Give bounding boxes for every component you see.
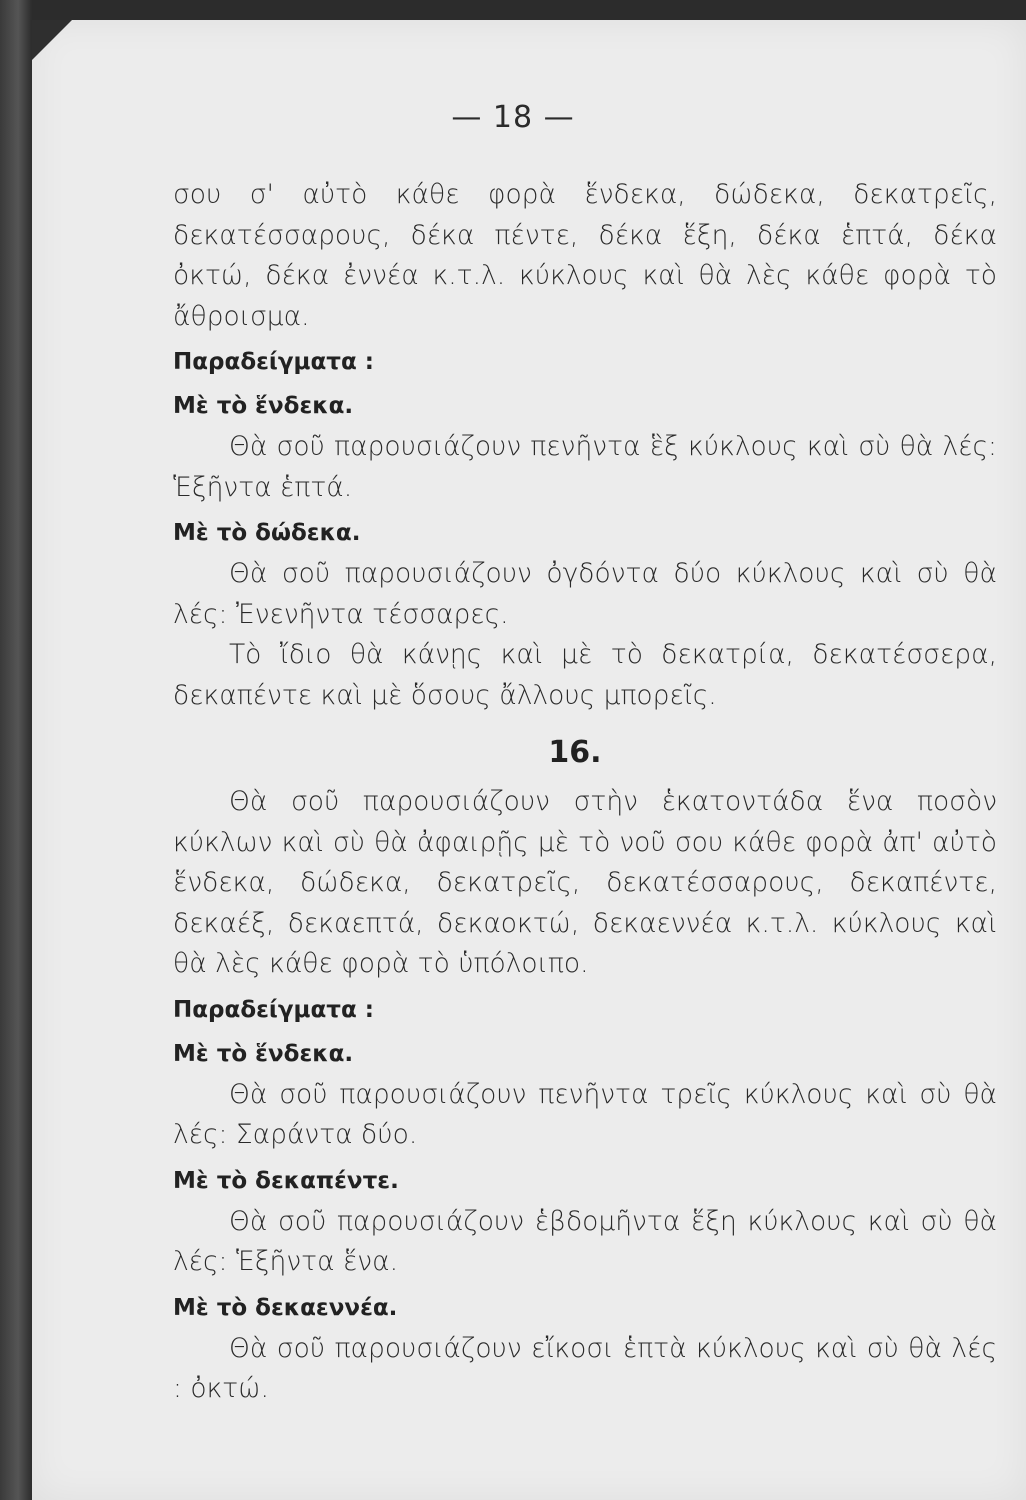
examples-label: Παραδείγματα :: [173, 349, 374, 375]
example-text: Θὰ σοῦ παρουσιάζουν εἴκοσι ἑπτὰ κύκλους καὶ σὺ θὰ λές : ὀκτώ.: [173, 1332, 997, 1404]
page-corner: [32, 20, 72, 60]
example-text: Θὰ σοῦ παρουσιάζουν πενῆντα ἓξ κύκλους καὶ σὺ θὰ λές: Ἑξῆντα ἑπτά.: [173, 431, 997, 503]
example-label: Μὲ τὸ δεκαπέντε.: [173, 1167, 399, 1194]
example-label: Μὲ τὸ δώδεκα.: [173, 520, 361, 546]
example-text: Θὰ σοῦ παρουσιάζουν πενῆντα τρεῖς κύκλους καὶ σὺ θὰ λές: Σαράντα δύο.: [173, 1078, 997, 1150]
section-intro-paragraph: Θὰ σοῦ παρουσιάζουν στὴν ἑκατοντάδα ἕνα ποσὸν κύκλων καὶ σὺ θὰ ἀφαιρῇς μὲ τὸ νοῦ σου κάθε φορὰ ἀπ' αὐτὸ ἕνδεκα, δώδεκα, δεκατρεῖς, δεκατέσσαρους, δεκαπέντε, δεκαέξ, δεκαεπτά, δεκαοκτώ, δεκαεννέα κ.τ.λ. κύκλους καὶ θὰ λὲς κάθε φορὰ τὸ ὑπόλοιπο.: [173, 786, 997, 979]
example-label: Μὲ τὸ ἕνδεκα.: [173, 393, 354, 419]
page-body: [173, 175, 997, 1410]
example-text: Θὰ σοῦ παρουσιάζουν ὀγδόντα δύο κύκλους καὶ σὺ θὰ λές: Ἐνενῆντα τέσσαρες.: [173, 558, 997, 630]
example-label: Μὲ τὸ ἕνδεκα.: [173, 1040, 354, 1067]
examples-label: Παραδείγματα :: [173, 996, 374, 1023]
intro-paragraph: σου σ' αὐτὸ κάθε φορὰ ἕνδεκα, δώδεκα, δεκατρεῖς, δεκατέσσαρους, δέκα πέντε, δέκα ἕξη, δέκα ἑπτά, δέκα ὀκτώ, δέκα ἐννέα κ.τ.λ. κύκλους καὶ θὰ λὲς κάθε φορὰ τὸ ἄθροισμα.: [173, 179, 997, 332]
closing-paragraph: Τὸ ἴδιο θὰ κάνῃς καὶ μὲ τὸ δεκατρία, δεκατέσσερα, δεκαπέντε καὶ μὲ ὅσους ἄλλους μπορεῖς.: [173, 639, 997, 711]
example-text: Θὰ σοῦ παρουσιάζουν ἑβδομῆντα ἕξη κύκλους καὶ σὺ θὰ λές: Ἑξῆντα ἕνα.: [173, 1205, 997, 1277]
example-label: Μὲ τὸ δεκαεννέα.: [173, 1294, 398, 1321]
section-heading: 16.: [548, 735, 602, 770]
page-number: — 18 —: [451, 100, 575, 135]
